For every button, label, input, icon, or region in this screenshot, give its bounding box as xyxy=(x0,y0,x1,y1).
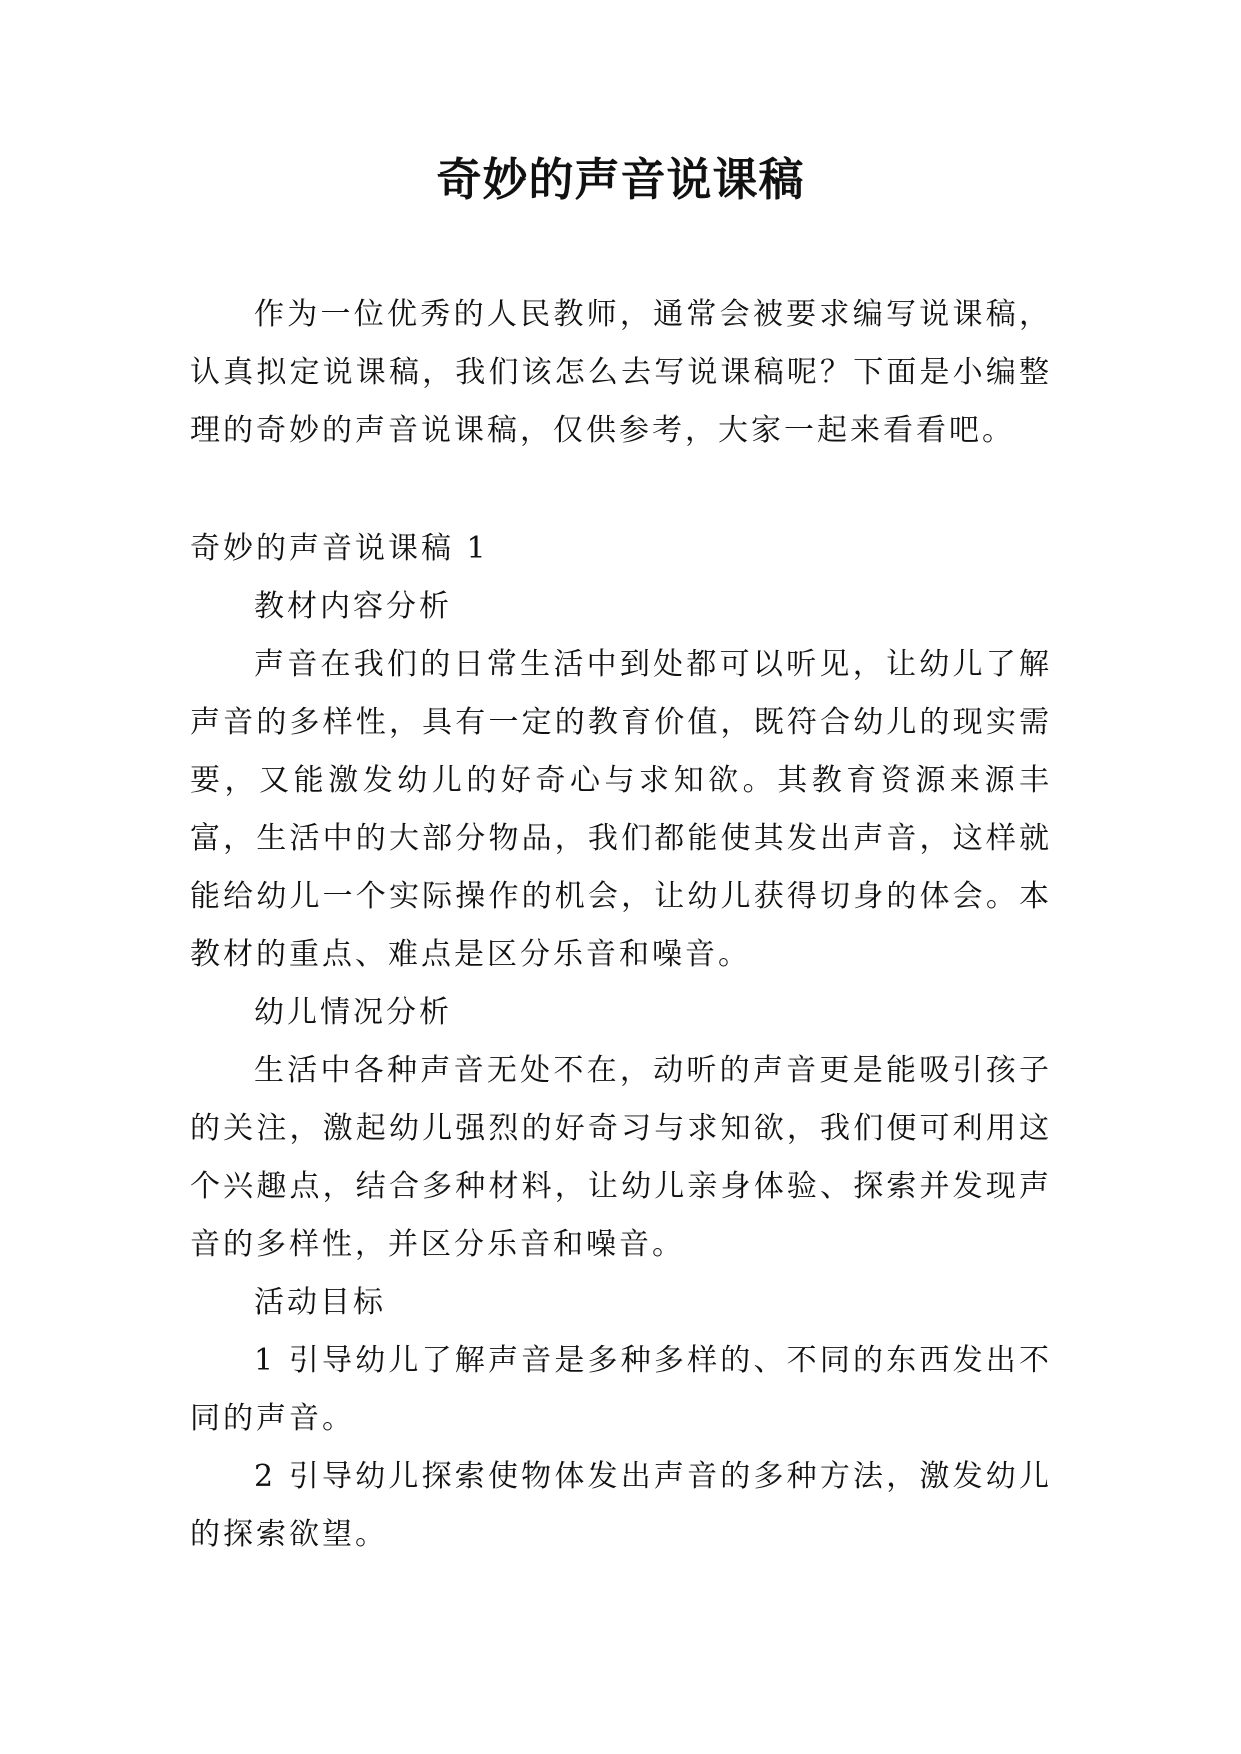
goal-item-1: 1 引导幼儿了解声音是多种多样的、不同的东西发出不同的声音。 xyxy=(190,1343,1052,1436)
paragraph-child-analysis: 生活中各种声音无处不在，动听的声音更是能吸引孩子的关注，激起幼儿强烈的好奇习与求知欲，我们便可利用这个兴趣点，结合多种材料，让幼儿亲身体验、探索并发现声音的多样性，并区分乐音和噪音。 xyxy=(190,1053,1052,1262)
section-heading: 奇妙的声音说课稿 1 xyxy=(190,531,489,566)
intro-paragraph: 作为一位优秀的人民教师，通常会被要求编写说课稿，认真拟定说课稿，我们该怎么去写说课稿呢？下面是小编整理的奇妙的声音说课稿，仅供参考，大家一起来看看吧。 xyxy=(190,297,1052,448)
goal-item-2: 2 引导幼儿探索使物体发出声音的多种方法，激发幼儿的探索欲望。 xyxy=(190,1459,1052,1552)
subheading-child-analysis: 幼儿情况分析 xyxy=(254,995,452,1030)
document-title: 奇妙的声音说课稿 xyxy=(436,153,805,206)
subheading-activity-goals: 活动目标 xyxy=(254,1285,386,1320)
paragraph-material-analysis: 声音在我们的日常生活中到处都可以听见，让幼儿了解声音的多样性，具有一定的教育价值，既符合幼儿的现实需要，又能激发幼儿的好奇心与求知欲。其教育资源来源丰富，生活中的大部分物品，我们都能使其发出声音，这样就能给幼儿一个实际操作的机会，让幼儿获得切身的体会。本教材的重点、难点是区分乐音和噪音。 xyxy=(190,647,1052,972)
subheading-material-analysis: 教材内容分析 xyxy=(254,589,452,624)
document-content xyxy=(190,520,1052,1564)
